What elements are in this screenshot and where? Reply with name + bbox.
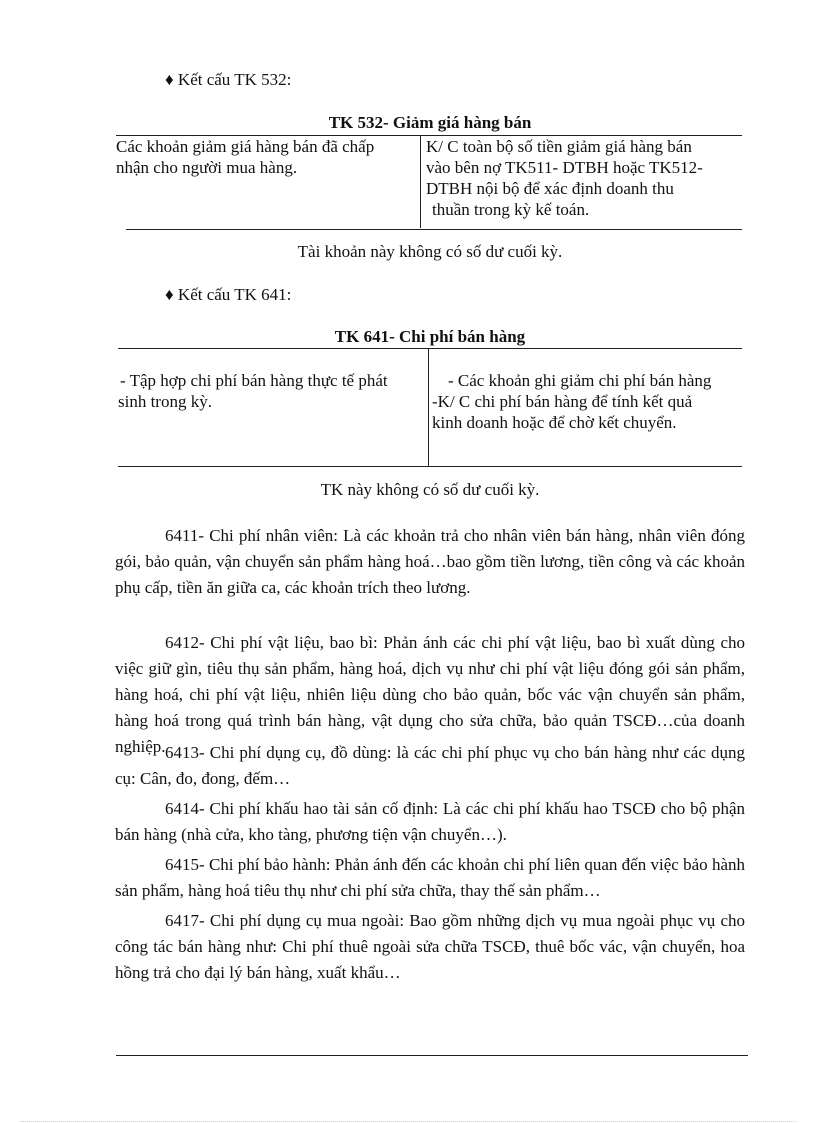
tk641-credit-line: kinh doanh hoặc để chờ kết chuyển. [432,413,677,432]
tk532-debit-line: Các khoản giảm giá hàng bán đã chấp [116,137,375,156]
tk641-credit-side [432,370,748,433]
tk641-balance-note: TK này không có số dư cuối kỳ. [320,480,540,499]
tk532-debit-side [116,136,416,178]
tk641-debit-line: sinh trong kỳ. [118,392,212,411]
paragraph-6415: 6415- Chi phí bảo hành: Phản ánh đến các khoản chi phí liên quan đến việc bảo hành sản phẩm, hàng hoá tiêu thụ như chi phí sửa chữa, thay thế sản phẩm… [115,855,745,900]
tk532-balance-note: Tài khoản này không có số dư cuối kỳ. [297,242,563,261]
paragraph-6413: 6413- Chi phí dụng cụ, đồ dùng: là các chi phí phục vụ cho bán hàng như các dụng cụ: Cân, đo, đong, đếm… [115,743,745,788]
paragraph-6414: 6414- Chi phí khấu hao tài sản cố định: Là các chi phí khấu hao TSCĐ cho bộ phận bán hàng (nhà cửa, kho tàng, phương tiện vận chuyển…). [115,799,745,844]
tk641-credit-line: -K/ C chi phí bán hàng để tính kết quả [432,392,693,411]
tk532-credit-line: DTBH nội bộ để xác định doanh thu [426,179,674,198]
tk641-debit-side [118,370,424,412]
tk532-credit-line: thuần trong kỳ kế toán. [432,200,590,219]
tk641-bottom-rule [118,466,742,467]
tk641-top-rule [118,348,742,349]
section-532-heading: ♦ Kết cấu TK 532: [165,70,292,89]
tk641-divider [428,348,429,466]
footer-rule [116,1055,748,1056]
page-edge-dotted-line [20,1121,796,1122]
paragraph-6417: 6417- Chi phí dụng cụ mua ngoài: Bao gồm những dịch vụ mua ngoài phục vụ cho công tác bán hàng như: Chi phí thuê ngoài sửa chữa TSCĐ, thuê bốc vác, vận chuyển, hoa hồng trả cho đại lý bán hàng, xuất khẩu… [115,911,745,982]
tk532-credit-line: K/ C toàn bộ số tiền giảm giá hàng bán [426,137,692,156]
tk532-credit-line: vào bên nợ TK511- DTBH hoặc TK512- [426,158,703,177]
tk532-debit-line: nhận cho người mua hàng. [116,158,298,177]
tk532-divider [420,135,421,228]
tk641-table-title: TK 641- Chi phí bán hàng [334,327,526,346]
paragraph-6411: 6411- Chi phí nhân viên: Là các khoản trả cho nhân viên bán hàng, nhân viên đóng gói, bảo quản, vận chuyển sản phẩm hàng hoá…bao gồm tiền lương, tiền công và các khoản phụ cấp, tiền ăn giữa ca, các khoản trích theo lương. [115,526,745,597]
tk532-credit-side [426,136,742,220]
tk532-table-title: TK 532- Giảm giá hàng bán [328,113,532,132]
tk532-bottom-rule [126,229,742,230]
tk641-debit-line: - Tập hợp chi phí bán hàng thực tế phát [120,371,388,390]
paragraph-6412: 6412- Chi phí vật liệu, bao bì: Phản ánh các chi phí vật liệu, bao bì xuất dùng cho việc giữ gìn, tiêu thụ sản phẩm, hàng hoá, dịch vụ như chi phí vật liệu đóng gói sản phẩm, hàng hoá, chi phí vật liệu, nhiên liệu dùng cho bảo quản, bốc vác vận chuyển sản phẩm, hàng hoá trong quá trình bán hàng, vật dụng cho sửa chữa, bảo quản TSCĐ…của doanh nghiệp. [115,633,745,756]
tk641-credit-line: - Các khoản ghi giảm chi phí bán hàng [448,371,712,390]
section-641-heading: ♦ Kết cấu TK 641: [165,285,292,304]
